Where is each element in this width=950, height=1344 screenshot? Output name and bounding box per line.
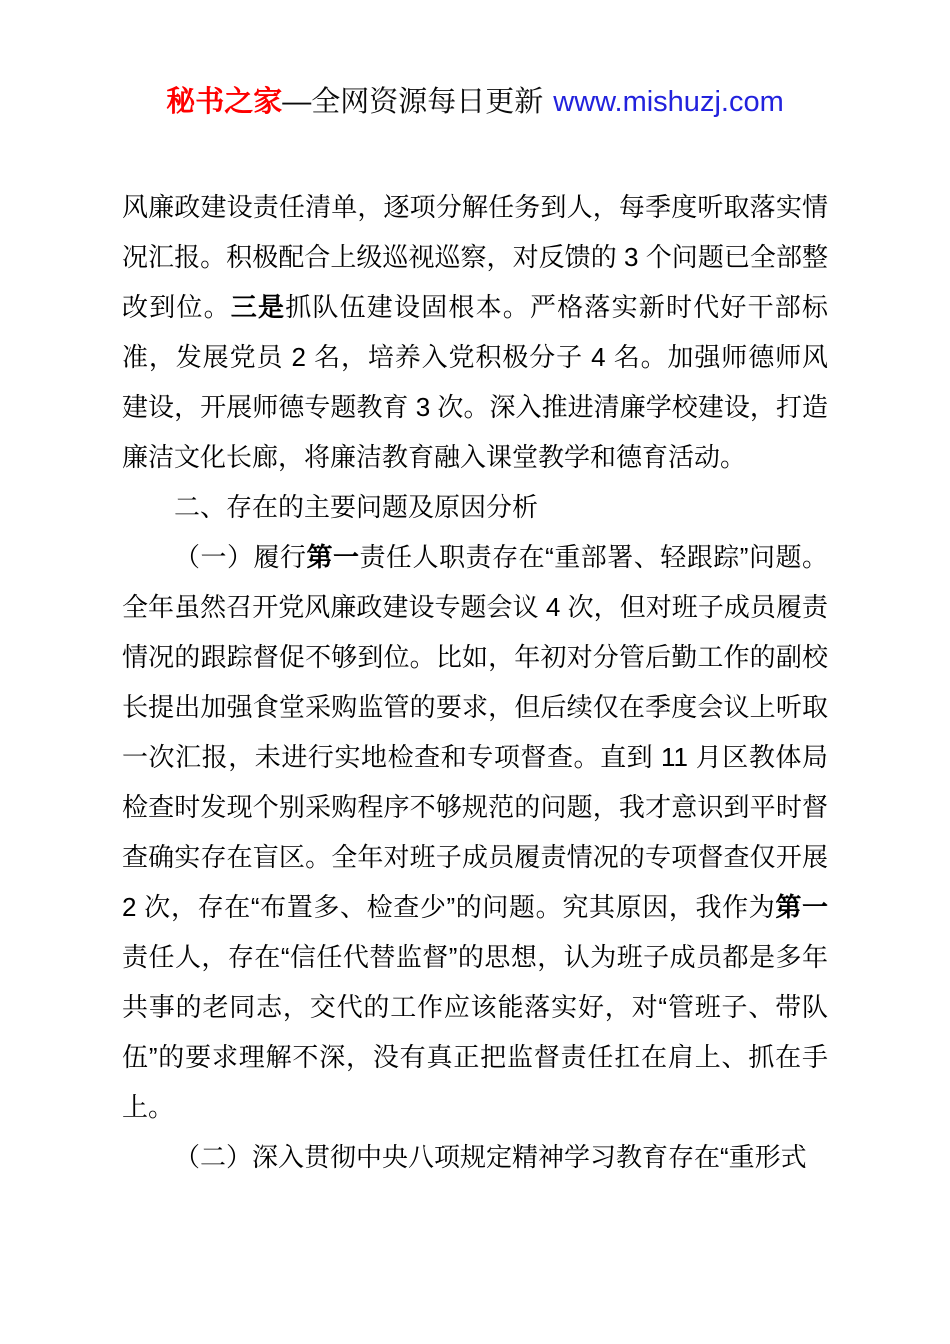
text-run: 责任人，存在“信任代替监督”的思想，认为班子成员都是多年共事的老同志，交代的工作应该能落实好，对“管班子、带队伍”的要求理解不深，没有真正把监督责任扛在肩上、抓在手上。 [122,942,828,1122]
text-run: （一）履行 [174,542,307,572]
document-body [122,182,828,1182]
text-run-bold: 第一 [306,542,360,572]
text-run: 责任人职责存在“重部署、轻跟踪”问题。全年虽然召开党风廉政建设专题会议 4 次，但对班子成员履责情况的跟踪督促不够到位。比如，年初对分管后勤工作的副校长提出加强食堂采购监管的要求，但后续仅在季度会议上听取一次汇报，未进行实地检查和专项督查。直到 11 月区教体局检查时发现个别采购程序不够规范的问题，我才意识到平时督查确实存在盲区。全年对班子成员履责情况的专项督查仅开展 2 次，存在“布置多、检查少”的问题。究其原因，我作为 [122,542,828,922]
paragraph [122,1132,828,1182]
text-run-bold: 三是 [230,292,286,322]
paragraph [122,532,828,1132]
text-run: 二、存在的主要问题及原因分析 [174,492,539,522]
site-url-link[interactable]: www.mishuzj.com [553,86,784,118]
site-header [122,82,828,122]
text-run-bold: 第一 [775,892,828,922]
paragraph [122,182,828,482]
text-run: 抓队伍建设固根本。严格落实新时代好干部标准，发展党员 2 名，培养入党积极分子 4 名。加强师德师风建设，开展师德专题教育 3 次。深入推进清廉学校建设，打造廉洁文化长廊，将廉洁教育融入课堂教学和德育活动。 [122,292,828,472]
text-run: 风廉政建设责任清单，逐项分解任务到人，每季度听取落实情况汇报。积极配合上级巡视巡察，对反馈的 3 个问题已全部整改到位。 [122,192,828,322]
text-run: （二）深入贯彻中央八项规定精神学习教育存在“重形式 [174,1142,807,1172]
site-tagline: —全网资源每日更新 [282,86,544,118]
site-brand: 秘书之家 [166,86,283,118]
paragraph [122,482,828,532]
